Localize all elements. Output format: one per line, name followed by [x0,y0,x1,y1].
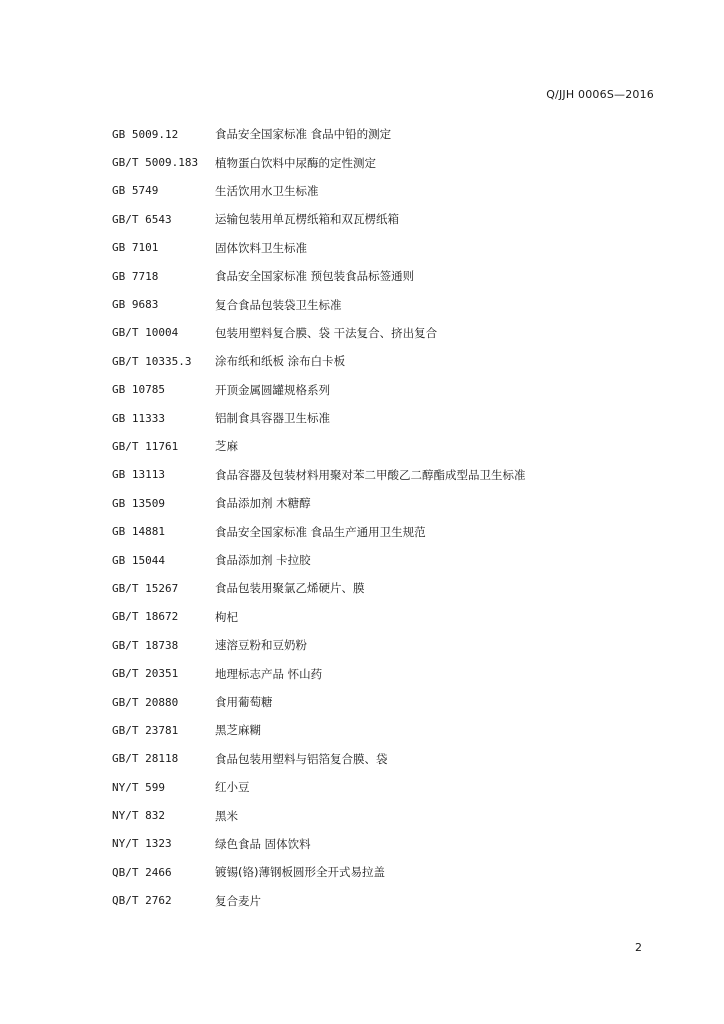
reference-row [112,148,672,176]
standard-code: GB/T 18738 [112,638,179,652]
standard-title: 枸杞 [215,609,238,624]
reference-row [112,404,672,432]
standard-title: 芝麻 [215,439,238,454]
standard-code: QB/T 2762 [112,894,172,908]
standard-title: 食品添加剂 木糖醇 [215,496,311,511]
standard-code: GB/T 23781 [112,723,179,737]
reference-row [112,234,672,262]
reference-row [112,290,672,318]
standard-code: GB 15044 [112,553,165,567]
standard-code: GB/T 11761 [112,439,179,453]
reference-row [112,120,672,148]
standard-code: GB/T 18672 [112,610,179,624]
standard-code: GB/T 10004 [112,326,179,340]
standard-title: 涂布纸和纸板 涂布白卡板 [215,354,346,369]
reference-row [112,887,672,915]
standard-title: 开顶金属圆罐规格系列 [215,382,330,397]
standard-code: GB/T 6543 [112,212,172,226]
standard-code: GB 5749 [112,184,159,198]
standard-title: 食品安全国家标准 预包装食品标签通则 [215,269,415,284]
standard-title: 绿色食品 固体饮料 [215,836,311,851]
reference-row [112,830,672,858]
reference-row [112,716,672,744]
reference-row [112,603,672,631]
standard-title: 复合食品包装袋卫生标准 [215,297,342,312]
reference-row [112,517,672,545]
standard-code: GB/T 20880 [112,695,179,709]
reference-row [112,631,672,659]
standard-title: 红小豆 [215,780,250,795]
reference-row [112,461,672,489]
reference-row [112,489,672,517]
standard-title: 黑米 [215,808,238,823]
reference-row [112,177,672,205]
standard-title: 食用葡萄糖 [215,695,273,709]
standard-title: 食品容器及包装材料用聚对苯二甲酸乙二醇酯成型品卫生标准 [215,467,526,482]
standard-title: 食品安全国家标准 食品中铅的测定 [215,127,392,142]
standard-title: 固体饮料卫生标准 [215,240,307,255]
standard-code: GB/T 10335.3 [112,354,192,368]
standard-code: GB 13113 [112,468,165,482]
reference-row [112,432,672,460]
reference-row [112,773,672,801]
standard-title: 复合麦片 [215,893,261,908]
standard-title: 速溶豆粉和豆奶粉 [215,638,307,653]
reference-row [112,574,672,602]
standard-code: GB 11333 [112,411,165,425]
standard-code: GB 13509 [112,496,165,510]
standard-code: GB 5009.12 [112,127,179,141]
standard-code: NY/T 599 [112,780,165,794]
document-id: Q/JJH 0006S—2016 [546,88,654,101]
standard-title: 黑芝麻糊 [215,723,261,738]
standard-title: 地理标志产品 怀山药 [215,666,323,681]
reference-row [112,801,672,829]
standard-title: 镀锡(铬)薄钢板圆形全开式易拉盖 [215,865,385,880]
reference-row [112,205,672,233]
reference-list [112,120,672,915]
standard-title: 铝制食具容器卫生标准 [215,411,330,426]
page-number: 2 [635,941,642,954]
standard-code: GB/T 15267 [112,581,179,595]
reference-row [112,858,672,886]
standard-code: GB/T 28118 [112,752,179,766]
standard-title: 食品安全国家标准 食品生产通用卫生规范 [215,524,426,539]
reference-row [112,745,672,773]
reference-row [112,319,672,347]
standard-code: NY/T 832 [112,809,165,823]
standard-title: 生活饮用水卫生标准 [215,183,319,198]
standard-title: 包装用塑料复合膜、袋 干法复合、挤出复合 [215,325,438,340]
reference-row [112,376,672,404]
standard-title: 食品添加剂 卡拉胶 [215,553,311,568]
standard-code: GB 7718 [112,269,159,283]
standard-code: QB/T 2466 [112,865,172,879]
standard-title: 食品包装用塑料与铝箔复合膜、袋 [215,751,388,766]
standard-code: GB 9683 [112,298,159,312]
standard-title: 食品包装用聚氯乙烯硬片、膜 [215,581,365,596]
standard-code: GB 10785 [112,383,165,397]
standard-title: 植物蛋白饮料中尿酶的定性测定 [215,155,376,170]
standard-code: GB 7101 [112,241,159,255]
standard-code: NY/T 1323 [112,837,172,851]
standard-title: 运输包装用单瓦楞纸箱和双瓦楞纸箱 [215,212,399,227]
standard-code: GB 14881 [112,525,165,539]
standard-code: GB/T 20351 [112,667,179,681]
reference-row [112,688,672,716]
reference-row [112,546,672,574]
standard-code: GB/T 5009.183 [112,156,199,170]
reference-row [112,347,672,375]
reference-row [112,659,672,687]
reference-row [112,262,672,290]
